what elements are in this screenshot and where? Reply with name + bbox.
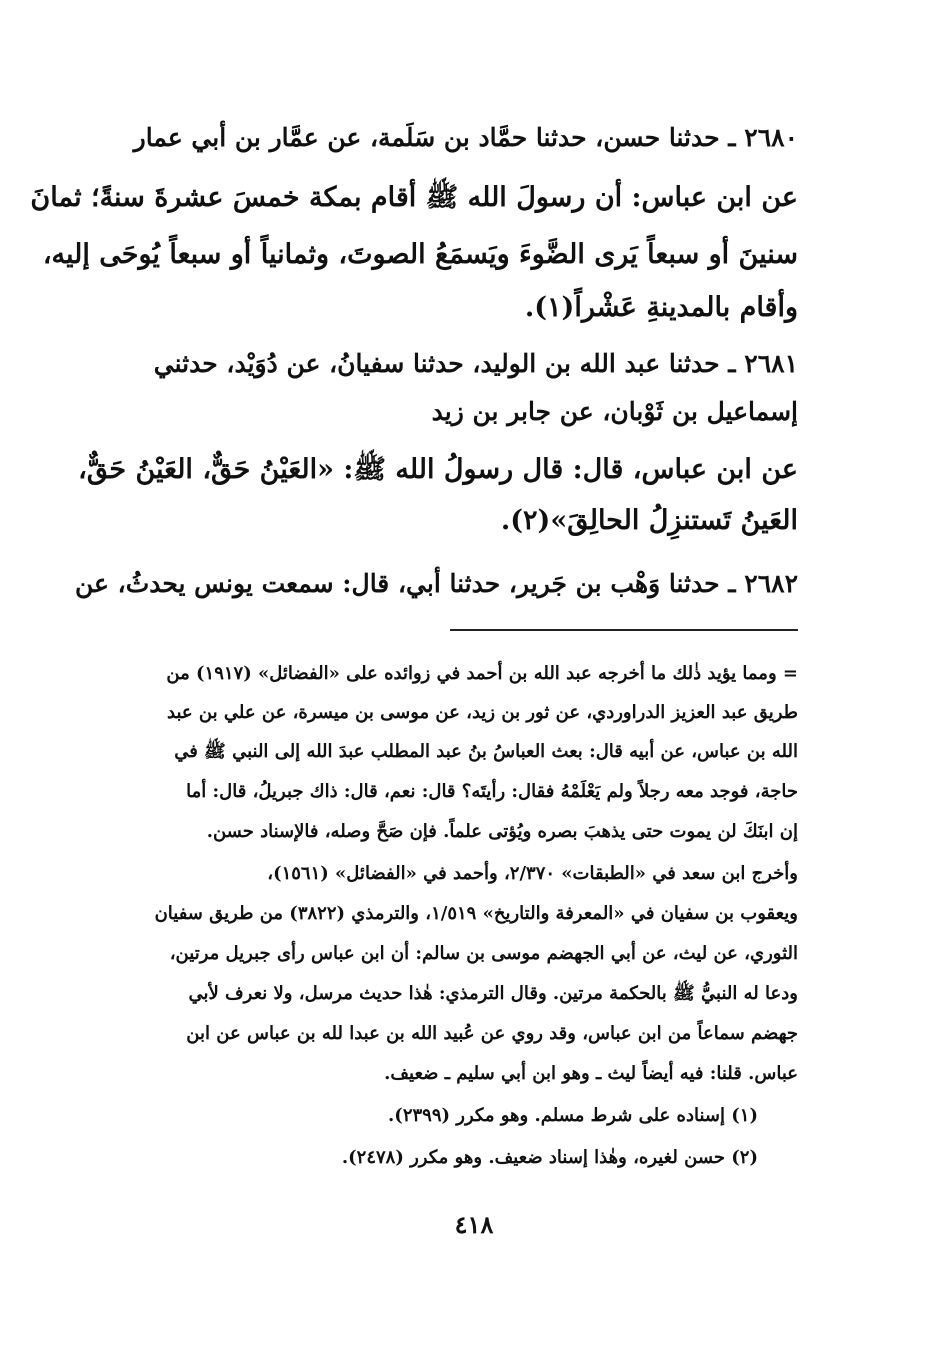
footnote-separator bbox=[450, 629, 798, 631]
footnote-continuation-line-1: = ومما يؤيد ذٰلك ما أخرجه عبد الله بن أحمد في زوائده على «الفضائل» (١٩١٧) من bbox=[166, 663, 798, 684]
hadith-2680-text-line-2: سنينَ أو سبعاً يَرى الضَّوءَ ويَسمَعُ الصوتَ، وثمانياً أو سبعاً يُوحَى إليه، bbox=[42, 239, 798, 270]
hadith-2681-text-line-2: العَينُ تَستنزِلُ الحالِقَ»(٢). bbox=[500, 505, 798, 536]
hadith-2681-header-line-2: إسماعيل بن ثَوْبان، عن جابر بن زيد bbox=[431, 397, 798, 426]
hadith-2681-header-line-1: ٢٦٨١ ـ حدثنا عبد الله بن الوليد، حدثنا سفيانُ، عن دُوَيْد، حدثني bbox=[153, 349, 798, 378]
footnote-continuation-line-9: ودعا له النبيُّ ﷺ بالحكمة مرتين. وقال الترمذي: هٰذا حديث مرسل، ولا نعرف لأبي bbox=[188, 983, 798, 1004]
footnote-continuation-line-2: طريق عبد العزيز الدراوردي، عن ثور بن زيد، عن موسى بن ميسرة، عن علي بن عبد bbox=[167, 702, 798, 723]
footnote-2: (٢) حسن لغيره، وهٰذا إسناد ضعيف. وهو مكرر (٢٤٧٨). bbox=[341, 1147, 758, 1168]
footnote-continuation-line-6: وأخرج ابن سعد في «الطبقات» ٢/٣٧٠، وأحمد في «الفضائل» (١٥٦١)، bbox=[267, 863, 798, 884]
hadith-2680-header: ٢٦٨٠ ـ حدثنا حسن، حدثنا حمَّاد بن سَلَمة، عن عمَّار بن أبي عمار bbox=[133, 123, 798, 152]
hadith-2681-text-line-1: عن ابن عباس، قال: قال رسولُ الله ﷺ: «العَيْنُ حَقٌّ، العَيْنُ حَقٌّ، bbox=[78, 454, 798, 485]
hadith-2680-text-line-3: وأقام بالمدينةِ عَشْراً(١). bbox=[524, 292, 798, 323]
footnote-continuation-line-3: الله بن عباس، عن أبيه قال: بعث العباسُ بنُ عبد المطلب عبدَ الله إلى النبي ﷺ في bbox=[174, 741, 798, 762]
footnote-continuation-line-5: إن ابنَكَ لن يموت حتى يذهبَ بصره ويُؤتى علماً. فإن صَحَّ وصله، فالإسناد حسن. bbox=[206, 821, 798, 842]
footnote-1: (١) إسناده على شرط مسلم. وهو مكرر (٢٣٩٩). bbox=[388, 1105, 758, 1126]
page-number: ٤١٨ bbox=[454, 1210, 494, 1239]
footnote-continuation-line-4: حاجة، فوجد معه رجلاً ولم يَعْلَمْهُ فقال: رأيتَه؟ قال: نعم، قال: ذاك جبريلُ، قال: أما bbox=[186, 781, 798, 802]
footnote-continuation-line-8: الثوري، عن ليث، عن أبي الجهضم موسى بن سالم: أن ابن عباس رأى جبريل مرتين، bbox=[169, 943, 798, 964]
hadith-2682-header: ٢٦٨٢ ـ حدثنا وَهْب بن جَرير، حدثنا أبي، قال: سمعت يونس يحدثُ، عن bbox=[75, 569, 798, 598]
footnote-continuation-line-11: عباس. قلنا: فيه أيضاً ليث ـ وهو ابن أبي سليم ـ ضعيف. bbox=[384, 1063, 798, 1084]
hadith-2680-text-line-1: عن ابن عباس: أن رسولَ الله ﷺ أقام بمكة خمسَ عشرةَ سنةً؛ ثمانَ bbox=[30, 182, 798, 213]
footnote-continuation-line-10: جهضم سماعاً من ابن عباس، وقد روي عن عُبيد الله بن عبدا لله بن عباس عن ابن bbox=[186, 1023, 798, 1044]
footnote-continuation-line-7: ويعقوب بن سفيان في «المعرفة والتاريخ» ١/٥١٩، والترمذي (٣٨٢٢) من طريق سفيان bbox=[154, 903, 798, 924]
